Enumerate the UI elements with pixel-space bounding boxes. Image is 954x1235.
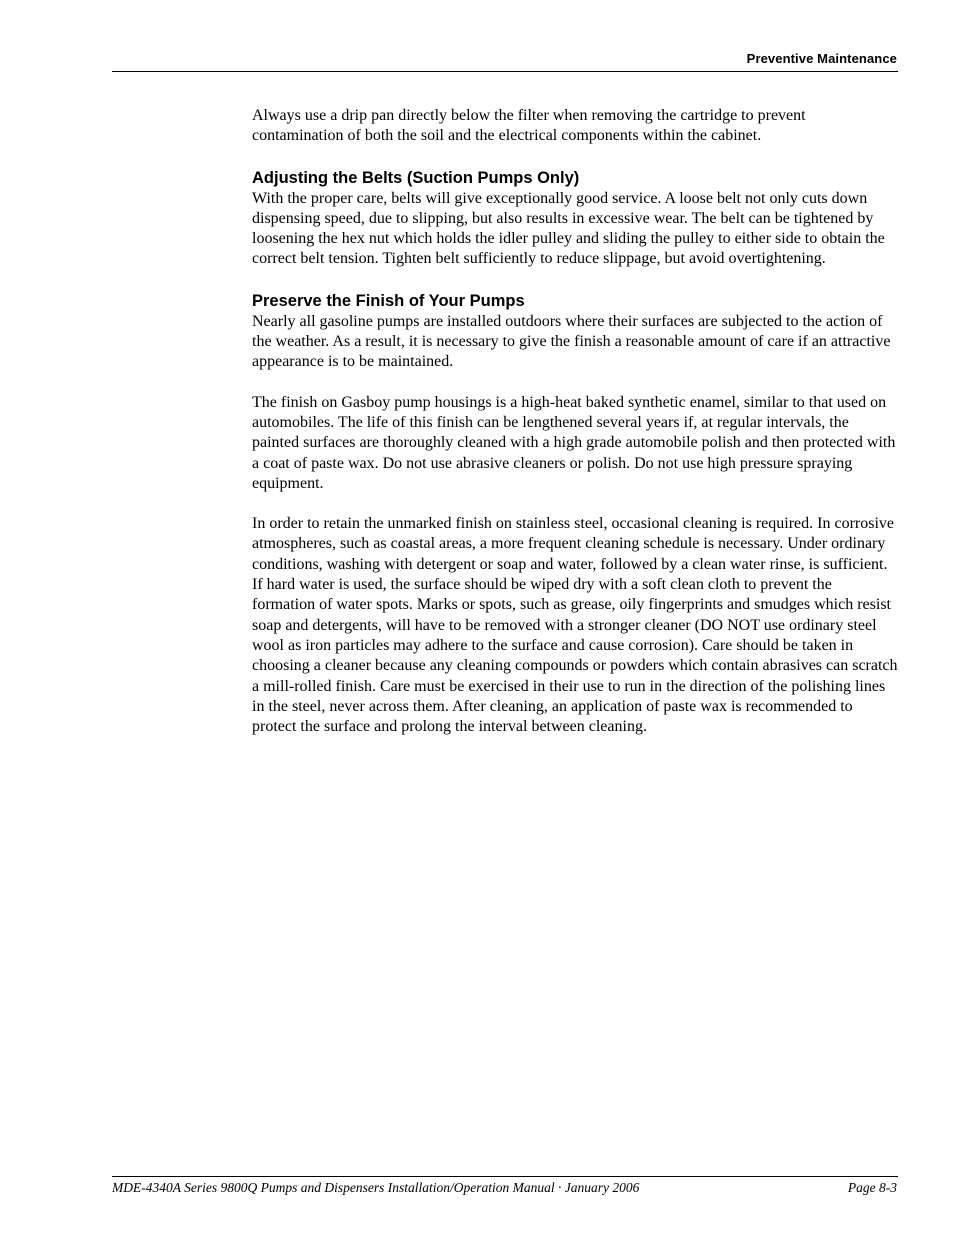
footer-page-number: Page 8-3 (847, 1180, 897, 1195)
footer-divider (112, 1176, 898, 1177)
belts-section-heading: Adjusting the Belts (Suction Pumps Only) (252, 168, 580, 187)
intro-paragraph: Always use a drip pan directly below the filter when removing the cartridge to prevent contamination of both the soil and the electrical components within the cabinet. (252, 107, 806, 145)
finish-paragraph-2: The finish on Gasboy pump housings is a high-heat baked synthetic enamel, similar to that used on automobiles. The life of this finish can be lengthened several years if, at regular intervals, the painted surfaces are thoroughly cleaned with a high grade automobile polish and then protected with a coat of paste wax. Do not use abrasive cleaners or polish. Do not use high pressure spraying equipment. (252, 393, 896, 492)
header-divider (112, 71, 898, 72)
finish-paragraph-3: In order to retain the unmarked finish on stainless steel, occasional cleaning is required. In corrosive atmospheres, such as coastal areas, a more frequent cleaning schedule is necessary. Under ordinary conditions, washing with detergent or soap and water, followed by a clean water rinse, is sufficient. If hard water is used, the surface should be wiped dry with a soft clean cloth to prevent the formation of water spots. Marks or spots, such as grease, oily fingerprints and smudges which resist soap and detergents, will have to be removed with a stronger cleaner (DO NOT use ordinary steel wool as iron particles may adhere to the surface and cause corrosion). Care should be taken in choosing a cleaner because any cleaning compounds or powders which contain abrasives can scratch a mill-rolled finish. Care must be exercised in their use to run in the direction of the polishing lines in the steel, never across them. After cleaning, an application of paste wax is recommended to protect the surface and prolong the interval between cleaning. (252, 515, 898, 736)
belts-paragraph: With the proper care, belts will give exceptionally good service. A loose belt not only cuts down dispensing speed, due to slipping, but also results in excessive wear. The belt can be tightened by loosening the hex nut which holds the idler pulley and sliding the pulley to either side to obtain the correct belt tension. Tighten belt sufficiently to reduce slippage, but avoid overtightening. (252, 189, 885, 268)
page-body (252, 106, 898, 757)
finish-paragraph-1: Nearly all gasoline pumps are installed outdoors where their surfaces are subjected to the action of the weather. As a result, it is necessary to give the finish a reasonable amount of care if an attractive appearance is to be maintained. (252, 312, 891, 371)
footer-manual-title: MDE-4340A Series 9800Q Pumps and Dispensers Installation/Operation Manual · January 2006 (112, 1180, 640, 1195)
finish-section-heading: Preserve the Finish of Your Pumps (252, 291, 525, 310)
running-header-title: Preventive Maintenance (746, 51, 897, 66)
